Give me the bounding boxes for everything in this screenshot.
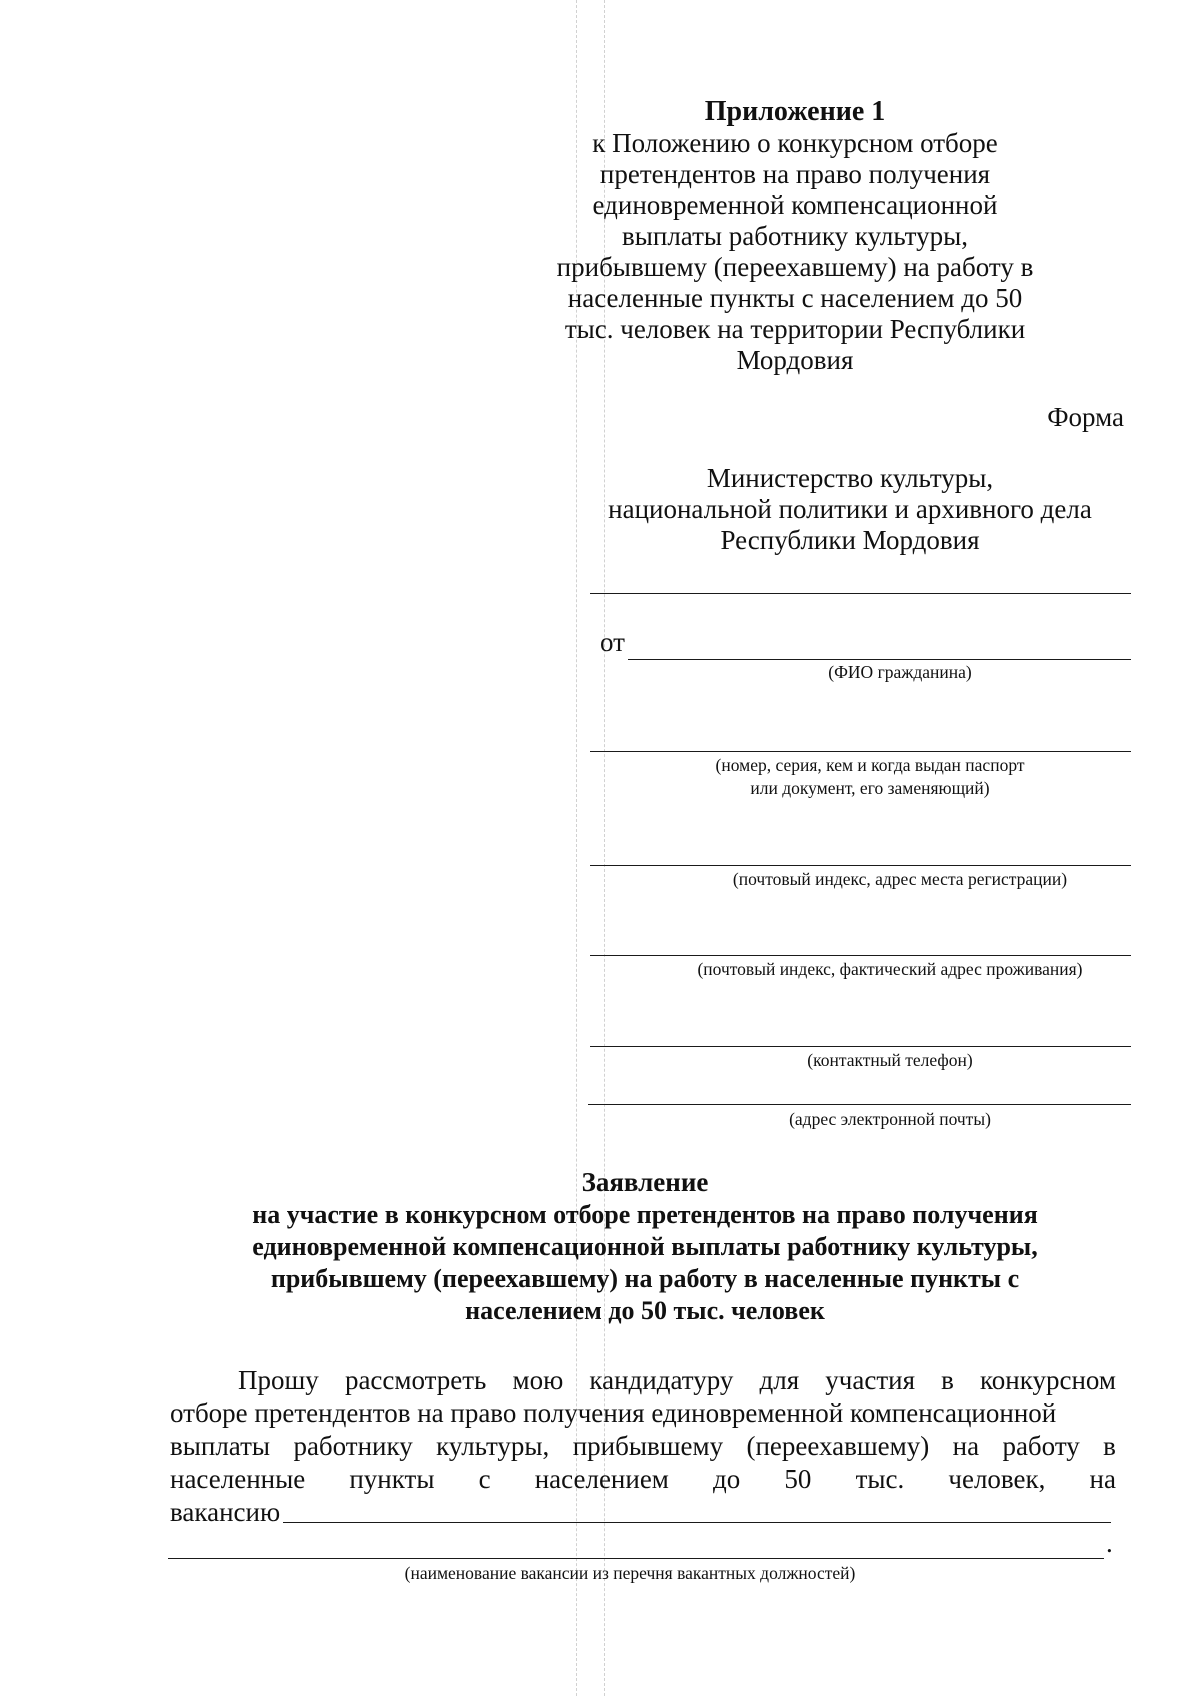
body-word: тыс.	[855, 1464, 905, 1494]
phone-field-line[interactable]	[590, 1046, 1131, 1047]
vacancy-row	[170, 1496, 1116, 1529]
body-word: 50	[784, 1464, 812, 1494]
phone-caption: (контактный телефон)	[807, 1050, 973, 1070]
body-word: населенные	[170, 1464, 306, 1494]
body-word: выплаты	[170, 1431, 271, 1461]
body-word: в	[1103, 1431, 1116, 1461]
actual-address-caption: (почтовый индекс, фактический адрес проживания)	[697, 959, 1083, 979]
appendix-line: к Положению о конкурсном отборе	[592, 128, 998, 158]
email-field-line[interactable]	[588, 1104, 1131, 1105]
reg-address-field-line[interactable]	[590, 865, 1131, 866]
body-word: пункты	[349, 1464, 435, 1494]
body-word: в	[941, 1365, 954, 1395]
appendix-line: выплаты работнику культуры,	[622, 221, 968, 251]
body-word: работу	[1002, 1431, 1080, 1461]
appendix-text	[545, 128, 1045, 376]
recipient-line: национальной политики и архивного дела	[608, 494, 1092, 524]
statement-title: Заявление	[581, 1167, 709, 1197]
statement-subtitle-line: прибывшему (переехавшему) на работу в населенные пункты с	[270, 1264, 1020, 1293]
vacancy-field-line-2[interactable]	[168, 1558, 1104, 1559]
appendix-line: населенные пункты с населением до 50	[567, 283, 1023, 313]
body-word: Прошу	[238, 1365, 319, 1395]
fio-caption: (ФИО гражданина)	[828, 662, 972, 682]
vacancy-field-line-1[interactable]	[283, 1522, 1111, 1523]
fio-field-line[interactable]	[628, 659, 1131, 660]
vacancy-caption: (наименование вакансии из перечня вакантных должностей)	[404, 1563, 856, 1583]
body-word: для	[759, 1365, 800, 1395]
vacancy-label: вакансию	[170, 1497, 281, 1527]
body-word: прибывшему	[572, 1431, 724, 1461]
body-word: населением	[534, 1464, 669, 1494]
body-word: (переехавшему)	[746, 1431, 930, 1461]
passport-caption-2: или документ, его заменяющий)	[750, 778, 990, 798]
recipient-line: Министерство культуры,	[706, 463, 994, 493]
body-word: до	[713, 1464, 741, 1494]
body-word: культуры,	[436, 1431, 550, 1461]
statement-subtitle	[160, 1199, 1130, 1327]
body-word: на	[1089, 1464, 1116, 1494]
body-line-2	[170, 1397, 1116, 1430]
body-word: мою	[512, 1365, 564, 1395]
from-label: от	[600, 627, 625, 657]
body-word: на	[952, 1431, 980, 1461]
passport-field-line[interactable]	[590, 751, 1131, 752]
reg-address-caption: (почтовый индекс, адрес места регистрации)	[732, 869, 1068, 889]
statement-subtitle-line: единовременной компенсационной выплаты работнику культуры,	[252, 1232, 1038, 1261]
statement-subtitle-line: на участие в конкурсном отборе претендентов на право получения	[252, 1200, 1038, 1229]
appendix-line: тыс. человек на территории Республики	[564, 314, 1026, 344]
body-word: с	[478, 1464, 491, 1494]
vacancy-end-dot: .	[1106, 1528, 1113, 1558]
appendix-title: Приложение 1	[704, 96, 886, 127]
appendix-line: претендентов на право получения	[599, 159, 991, 189]
body-line-2-text: отборе претендентов на право получения единовременной компенсационной	[170, 1398, 1057, 1428]
form-label: Форма	[1047, 402, 1124, 432]
statement-subtitle-line: населением до 50 тыс. человек	[465, 1296, 825, 1325]
body-line-3	[170, 1430, 1116, 1463]
appendix-line: Мордовия	[736, 345, 854, 375]
appendix-line: единовременной компенсационной	[592, 190, 998, 220]
body-word: конкурсном	[980, 1365, 1116, 1395]
passport-caption-1: (номер, серия, кем и когда выдан паспорт	[715, 755, 1025, 775]
recipient-line: Республики Мордовия	[720, 525, 980, 555]
recipient-underline	[590, 593, 1131, 594]
body-word: работнику	[293, 1431, 413, 1461]
recipient-block	[570, 463, 1130, 556]
statement-body	[170, 1364, 1116, 1529]
body-word: участия	[825, 1365, 915, 1395]
body-line-1	[170, 1364, 1116, 1397]
body-line-4	[170, 1463, 1116, 1496]
actual-address-field-line[interactable]	[590, 955, 1131, 956]
body-word: рассмотреть	[344, 1365, 487, 1395]
appendix-line: прибывшему (переехавшему) на работу в	[556, 252, 1034, 282]
email-caption: (адрес электронной почты)	[789, 1109, 991, 1129]
body-word: человек,	[948, 1464, 1046, 1494]
body-word: кандидатуру	[589, 1365, 734, 1395]
